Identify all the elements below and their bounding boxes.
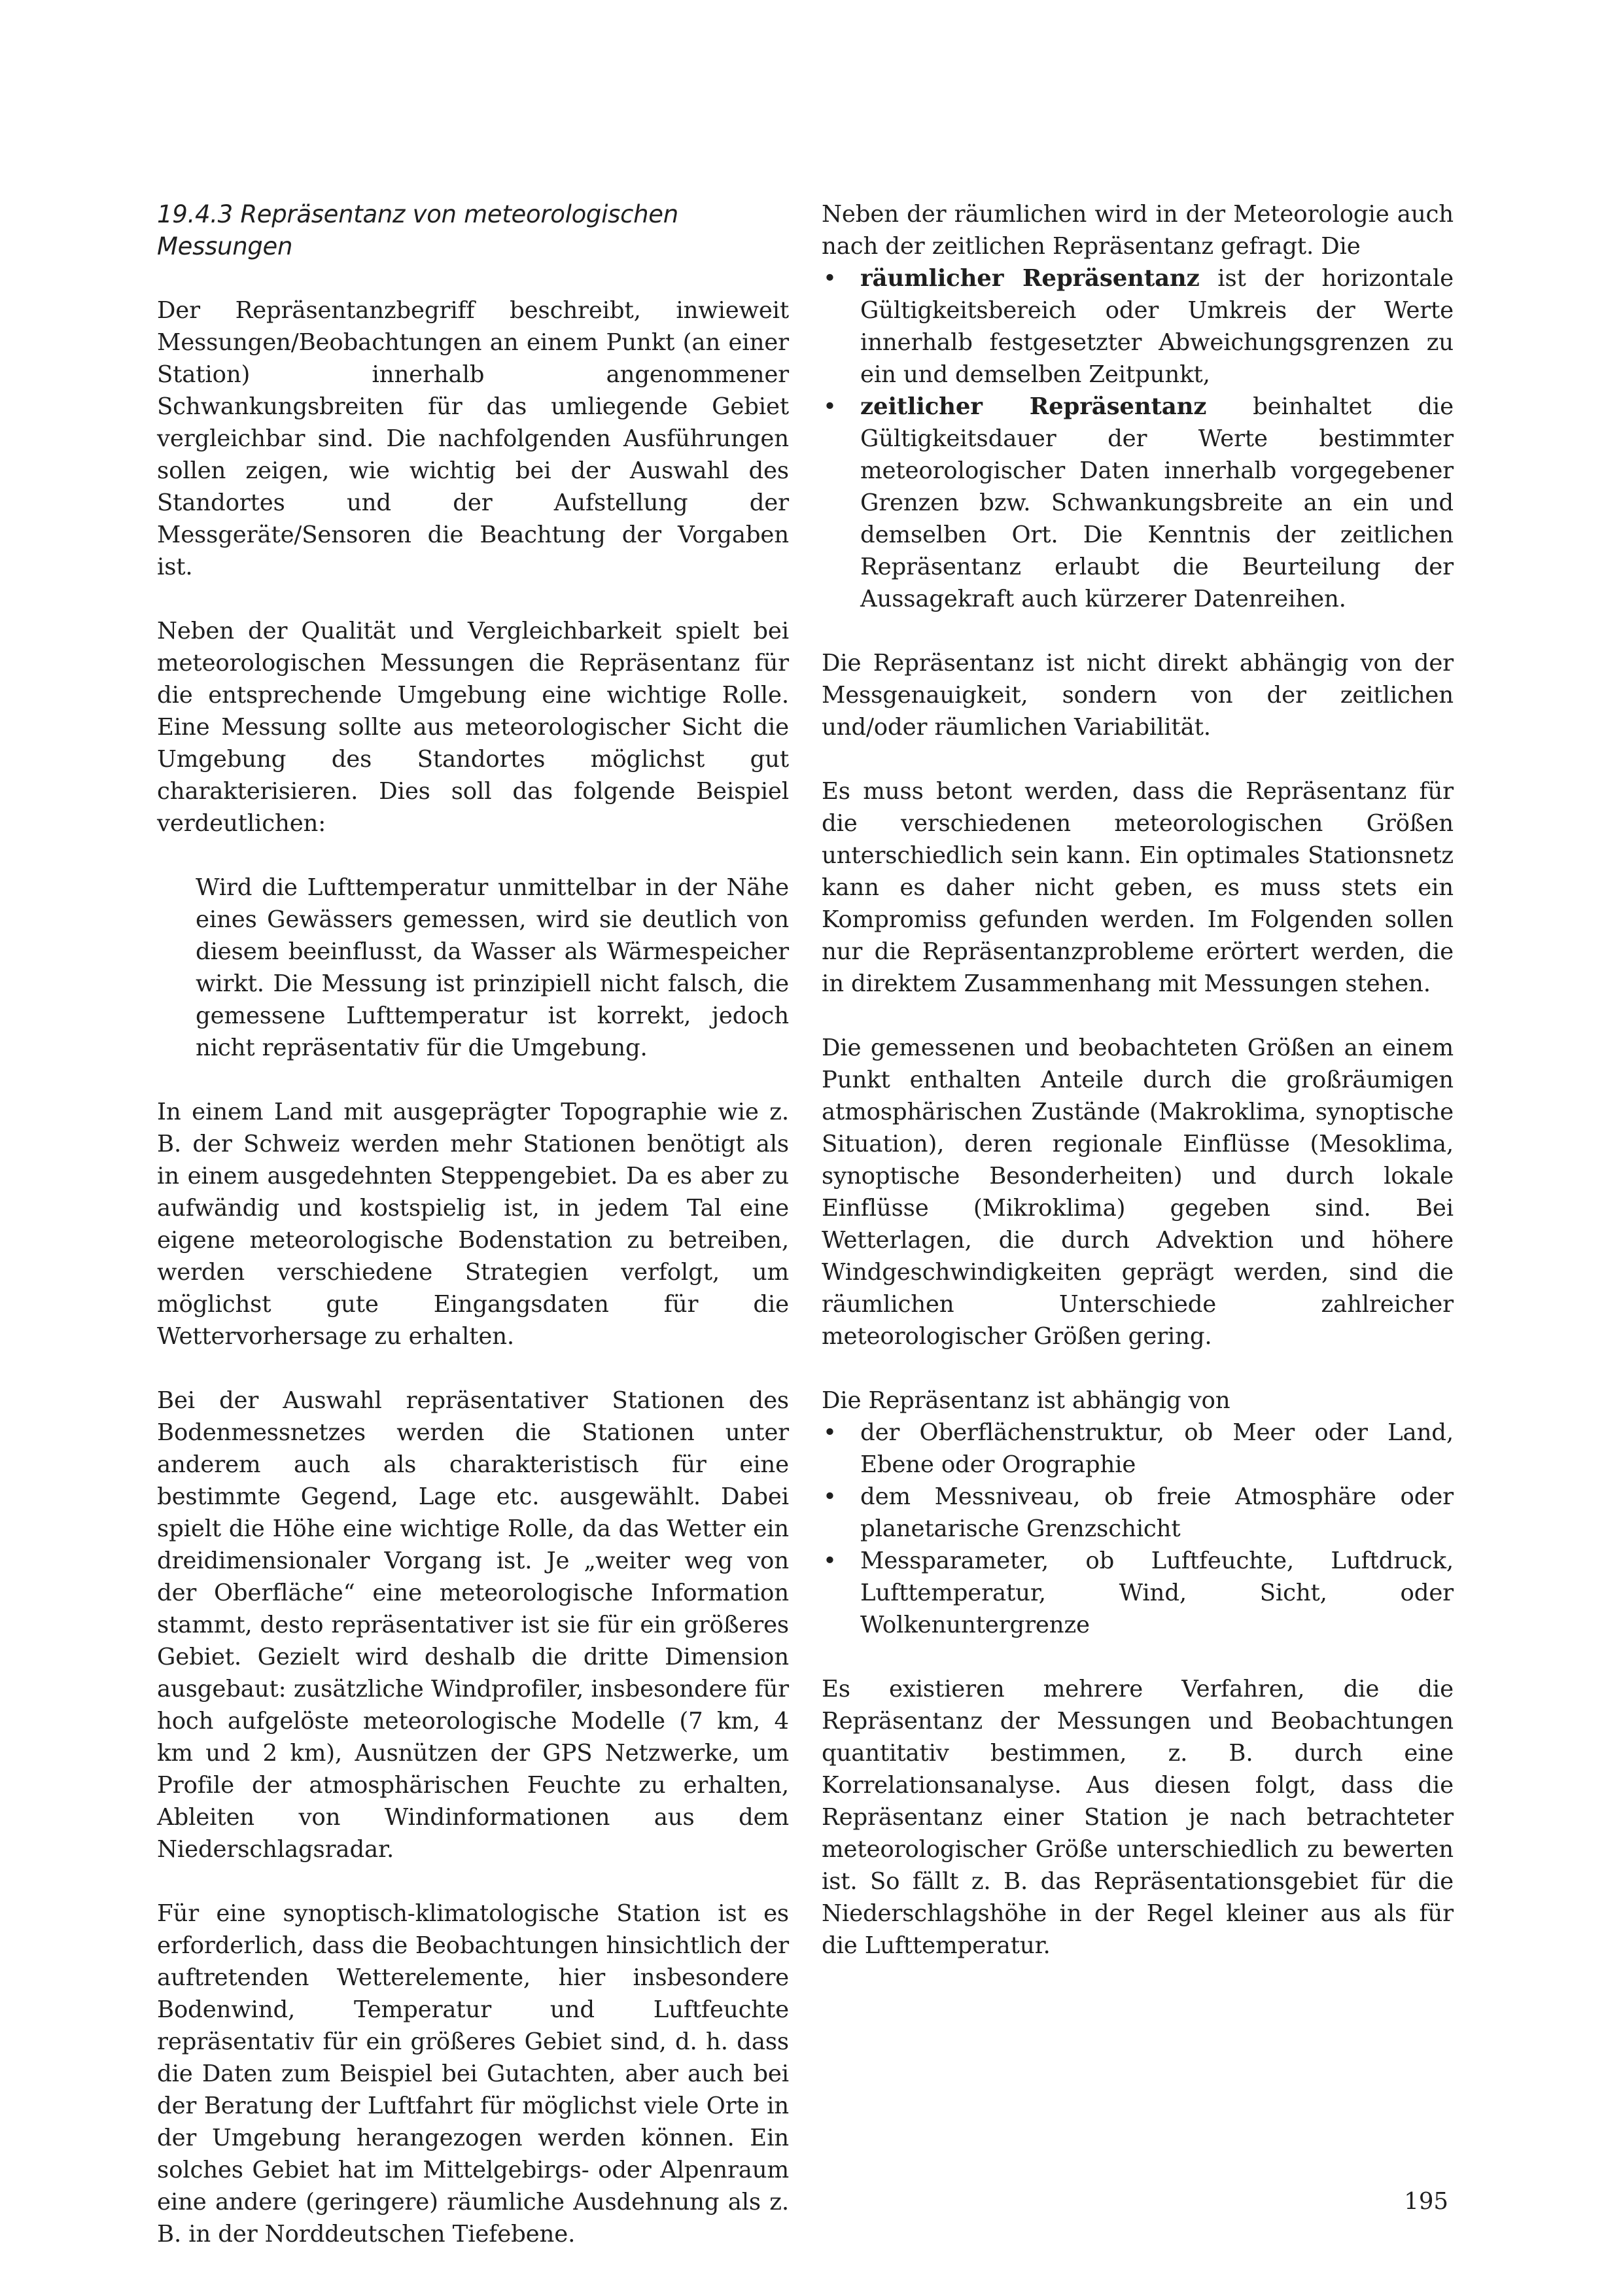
page-number: 195 bbox=[1404, 2188, 1448, 2215]
representativeness-definitions-list bbox=[822, 262, 1454, 615]
list-item-text: dem Messniveau, ob freie Atmosphäre oder planetarische Grenzschicht bbox=[860, 1483, 1454, 1542]
list-item bbox=[822, 1545, 1454, 1641]
dependency-list bbox=[822, 1417, 1454, 1641]
list-item bbox=[822, 391, 1454, 615]
left-column bbox=[157, 198, 789, 2282]
example-quote: Wird die Lufttemperatur unmittelbar in der Nähe eines Gewässers gemessen, wird sie deutlich von diesem beeinflusst, da Wasser als Wärmespeicher wirkt. Die Messung ist prinzipiell nicht falsch, die gemessene Lufttemperatur ist korrekt, jedoch nicht repräsentativ für die Umgebung. bbox=[196, 874, 789, 1061]
paragraph-synoptic-station: Für eine synoptisch-klimatologische Station ist es erforderlich, dass die Beobachtungen hinsichtlich der auftretenden Wetterelemente, hier insbesondere Bodenwind, Temperatur und Luftfeuchte repräsentativ für ein größeres Gebiet sind, d. h. dass die Daten zum Beispiel bei Gutachten, aber auch bei der Beratung der Luftfahrt für möglichst viele Orte in der Umgebung herangezogen werden können. Ein solches Gebiet hat im Mittelgebirgs- oder Alpenraum eine andere (geringere) räumliche Ausdehnung als z. B. in der Norddeutschen Tiefebene. bbox=[157, 1900, 789, 2248]
list-item bbox=[822, 1417, 1454, 1481]
bullet-icon: • bbox=[823, 265, 837, 292]
paragraph-topography: In einem Land mit ausgeprägter Topographie wie z. B. der Schweiz werden mehr Stationen benötigt als in einem ausgedehnten Steppengebiet. Da es aber zu aufwändig und kostspielig ist, in jedem Tal eine eigene meteorologische Bodenstation zu betreiben, werden verschiedene Strategien verfolgt, um möglichst gute Eingangsdaten für die Wettervorhersage zu erhalten. bbox=[157, 1099, 789, 1350]
paragraph-variability: Die Repräsentanz ist nicht direkt abhängig von der Messgenauigkeit, sondern von der zeitlichen und/oder räumlichen Variabilität. bbox=[822, 650, 1454, 741]
paragraph-compromise: Es muss betont werden, dass die Repräsentanz für die verschiedenen meteorologischen Größen unterschiedlich sein kann. Ein optimales Stationsnetz kann es daher nicht geben, es muss stets ein Kompromiss gefunden werden. Im Folgenden sollen nur die Repräsentanzprobleme erörtert werden, die in direktem Zusammenhang mit Messungen stehen. bbox=[822, 778, 1454, 997]
list-item bbox=[822, 262, 1454, 391]
list-item-text: Messparameter, ob Luftfeuchte, Luftdruck, Lufttemperatur, Wind, Sicht, oder Wolkenuntergrenze bbox=[860, 1547, 1454, 1638]
paragraph-definition: Der Repräsentanzbegriff beschreibt, inwieweit Messungen/Beobachtungen an einem Punkt (an einer Station) innerhalb angenommener Schwankungsbreiten für das umliegende Gebiet vergleichbar sind. Die nachfolgenden Ausführungen sollen zeigen, wie wichtig bei der Auswahl des Standortes und der Aufstellung der Messgeräte/Sensoren die Beachtung der Vorgaben ist. bbox=[157, 297, 789, 580]
paragraph-scales: Die gemessenen und beobachteten Größen an einem Punkt enthalten Anteile durch die großräumigen atmosphärischen Zustände (Makroklima, synoptische Situation), deren regionale Einflüsse (Mesoklima, synoptische Besonderheiten) und durch lokale Einflüsse (Mikroklima) gegeben sind. Bei Wetterlagen, die durch Advektion und höhere Windgeschwindigkeiten geprägt werden, sind die räumlichen Unterschiede zahlreicher meteorologischer Größen gering. bbox=[822, 1034, 1454, 1350]
bullet-icon: • bbox=[823, 1547, 837, 1574]
paragraph-dependency-intro: Die Repräsentanz ist abhängig von bbox=[822, 1387, 1230, 1414]
right-column bbox=[822, 198, 1454, 1994]
paragraph-quality: Neben der Qualität und Vergleichbarkeit spielt bei meteorologischen Messungen die Repräsentanz für die entsprechende Umgebung eine wichtige Rolle. Eine Messung sollte aus meteorologischer Sicht die Umgebung des Standortes möglichst gut charakterisieren. Dies soll das folgende Beispiel verdeutlichen: bbox=[157, 618, 789, 837]
bullet-icon: • bbox=[823, 1419, 837, 1446]
definition-text: beinhaltet die Gültigkeitsdauer der Werte bestimmter meteorologischer Daten innerhalb vorgegebener Grenzen bzw. Schwankungsbreite an ein und demselben Ort. Die Kenntnis der zeitlichen Repräsentanz erlaubt die Beurteilung der Aussagekraft auch kürzerer Datenreihen. bbox=[860, 393, 1454, 612]
section-heading: 19.4.3 Repräsentanz von meteorologischen Messungen bbox=[157, 200, 678, 260]
definition-text: ist der horizontale Gültigkeitsbereich oder Umkreis der Werte innerhalb festgesetzter Abweichungsgrenzen zu ein und demselben Zeitpunkt, bbox=[860, 265, 1454, 388]
bullet-icon: • bbox=[823, 393, 837, 420]
bullet-icon: • bbox=[823, 1483, 837, 1510]
paragraph-methods: Es existieren mehrere Verfahren, die die Repräsentanz der Messungen und Beobachtungen quantitativ bestimmen, z. B. durch eine Korrelationsanalyse. Aus diesen folgt, dass die Repräsentanz einer Station je nach betrachteter meteorologischer Größe unterschiedlich zu bewerten ist. So fällt z. B. das Repräsentationsgebiet für die Niederschlagshöhe in der Regel kleiner aus als für die Lufttemperatur. bbox=[822, 1676, 1454, 1959]
list-item bbox=[822, 1481, 1454, 1545]
list-item-text: der Oberflächenstruktur, ob Meer oder Land, Ebene oder Orographie bbox=[860, 1419, 1454, 1478]
paragraph-station-selection: Bei der Auswahl repräsentativer Stationen des Bodenmessnetzes werden die Stationen unter anderem auch als charakteristisch für eine bestimmte Gegend, Lage etc. ausgewählt. Dabei spielt die Höhe eine wichtige Rolle, da das Wetter ein dreidimensionaler Vorgang ist. Je „weiter weg von der Oberfläche“ eine meteorologische Information stammt, desto repräsentativer ist sie für ein größeres Gebiet. Gezielt wird deshalb die dritte Dimension ausgebaut: zusätzliche Windprofiler, insbesondere für hoch aufgelöste meteorologische Modelle (7 km, 4 km und 2 km), Ausnützen der GPS Netzwerke, um Profile der atmosphärischen Feuchte zu erhalten, Ableiten von Windinformationen aus dem Niederschlagsradar. bbox=[157, 1387, 789, 1863]
paragraph-temporal-intro: Neben der räumlichen wird in der Meteorologie auch nach der zeitlichen Repräsentanz gefragt. Die bbox=[822, 201, 1454, 260]
term-spatial: räumlicher Repräsentanz bbox=[860, 265, 1200, 292]
term-temporal: zeitlicher Repräsentanz bbox=[860, 393, 1207, 420]
